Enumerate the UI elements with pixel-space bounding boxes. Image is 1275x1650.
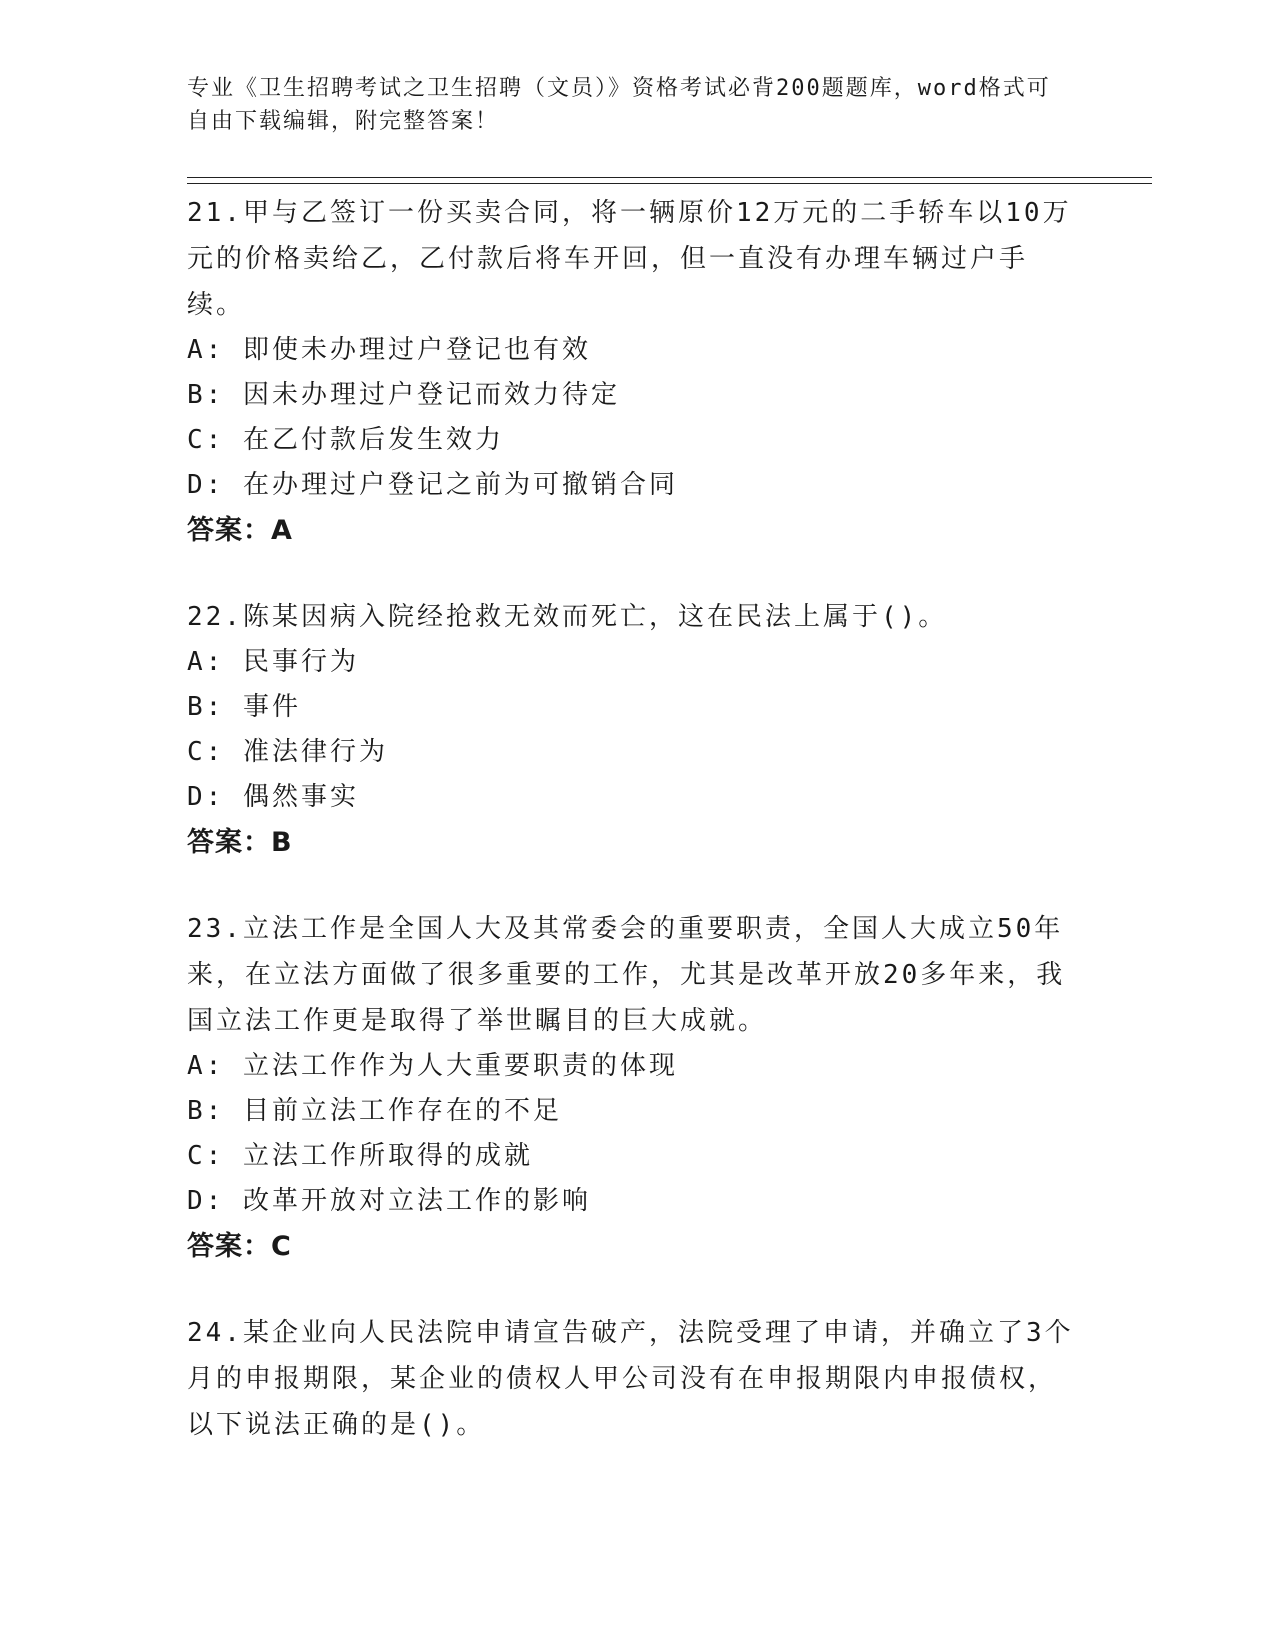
option-d: D: 偶然事实 <box>187 782 359 812</box>
question-24 <box>187 1310 1077 1448</box>
option-c: C: 准法律行为 <box>187 737 388 767</box>
header-divider-top <box>187 177 1152 178</box>
option-b: B: 因未办理过户登记而效力待定 <box>187 380 620 410</box>
option-a: A: 民事行为 <box>187 647 359 677</box>
document-header: 专业《卫生招聘考试之卫生招聘（文员）》资格考试必背200题题库，word格式可自由下载编辑，附完整答案！ <box>187 76 1051 134</box>
question-stem: 24.某企业向人民法院申请宣告破产，法院受理了申请，并确立了3个月的申报期限，某企业的债权人甲公司没有在申报期限内申报债权，以下说法正确的是()。 <box>187 1318 1074 1440</box>
header-divider-bottom <box>187 183 1152 184</box>
option-c: C: 在乙付款后发生效力 <box>187 425 504 455</box>
answer-label: 答案：C <box>187 1231 292 1262</box>
option-d: D: 在办理过户登记之前为可撤销合同 <box>187 470 678 500</box>
answer-label: 答案：B <box>187 827 293 858</box>
option-d: D: 改革开放对立法工作的影响 <box>187 1186 591 1216</box>
question-23 <box>187 906 1077 1270</box>
option-a: A: 即使未办理过户登记也有效 <box>187 335 591 365</box>
question-stem: 22.陈某因病入院经抢救无效而死亡，这在民法上属于()。 <box>187 602 948 632</box>
answer-label: 答案：A <box>187 515 293 546</box>
question-21 <box>187 190 1077 554</box>
question-list <box>187 190 1077 1488</box>
option-b: B: 事件 <box>187 692 301 722</box>
option-b: B: 目前立法工作存在的不足 <box>187 1096 562 1126</box>
question-22 <box>187 594 1077 866</box>
option-a: A: 立法工作作为人大重要职责的体现 <box>187 1051 678 1081</box>
question-stem: 23.立法工作是全国人大及其常委会的重要职责，全国人大成立50年来，在立法方面做了很多重要的工作，尤其是改革开放20多年来，我国立法工作更是取得了举世瞩目的巨大成就。 <box>187 914 1066 1036</box>
option-c: C: 立法工作所取得的成就 <box>187 1141 533 1171</box>
question-stem: 21.甲与乙签订一份买卖合同，将一辆原价12万元的二手轿车以10万元的价格卖给乙，乙付款后将车开回，但一直没有办理车辆过户手续。 <box>187 198 1072 320</box>
